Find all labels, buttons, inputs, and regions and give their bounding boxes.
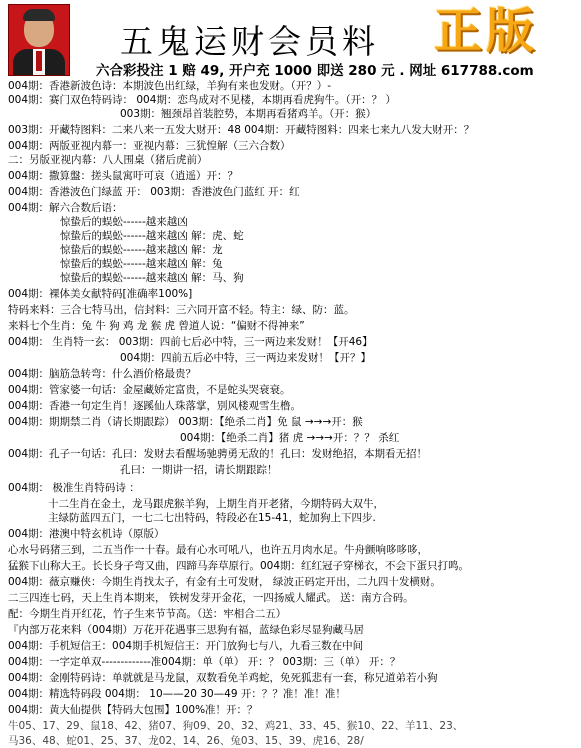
- text-line: 二三四连七码，天上生肖本期来， 铁树发芽开金花，一四扬威人耀武。 送：南方合码。: [8, 592, 414, 604]
- text-line: 004期：一字定单双-------------准004期：单（单） 开：？ 003期：三（单） 开：？: [8, 656, 401, 668]
- text-line: 003期：翘颈昂首装腔势，本期再看猪鸡羊。（开：猴）: [120, 108, 377, 120]
- text-line: 004期：金刚特码诗：单就就是马龙鼠，双数看免羊鸡蛇，免死狐悲有一套，称兄道弟若小狗: [8, 672, 438, 684]
- text-line: 惊蛰后的蜈蚣------越来越凶 解：马、狗: [60, 272, 244, 284]
- text-line: 004期：期期禁二肖（请长期跟踪） 003期：【绝杀二肖】免 鼠 →→→开：猴: [8, 416, 363, 428]
- text-line: 004期： 极准生肖特码诗 ：: [8, 482, 140, 494]
- text-line: 003期：开藏特图料：二来八来一五发大财开：48 004期：开藏特图料：四来七来九八发大财开：？: [8, 124, 475, 136]
- text-line: 马36、48、蛇01、25、37、龙02、14、26、兔03、15、39、虎16、28/: [8, 735, 364, 747]
- text-line: 心水号码猪三到，二五当作一十春。最有心水可吼八，也许五月肉水足。牛舟颤响哆哆哆，: [8, 544, 428, 556]
- text-line: 004期：香港新波色诗：本期波色出红绿，羊狗有来也发财。（开？）-: [8, 80, 332, 92]
- text-line: 004期：黄大仙提供【特码大包围】100%准！开：？: [8, 704, 258, 716]
- text-line: 配：今期生肖开红花，竹子生来节节高。（送：牢相合二五）: [8, 608, 287, 620]
- text-line: 猛猴下山称大王。长长身子弯又曲，四蹄马奔草原行。004期：红红冠子穿梯衣，不会下蛋只打鸣。: [8, 560, 470, 572]
- page-title: 五鬼运财会员料: [120, 22, 379, 61]
- text-line: 004期：裸体美女献特码[准确率100%]: [8, 288, 193, 300]
- text-line: 004期：赛门双色特码诗： 004期：恋鸟成对不见楼，本期再看虎狗牛。（开：？ ）: [8, 94, 397, 106]
- text-line: 『内部万花来料（004期）万花开花遇事三思狗有福，蓝绿色彩尽显狗藏马居: [8, 624, 365, 636]
- text-line: 004期：【绝杀二肖】猪 虎 →→→开：？？ 杀红: [180, 432, 400, 444]
- text-line: 004期：两版亚视内幕一：亚视内幕：三犹惶解（三六合数）: [8, 140, 291, 152]
- text-line: 004期：港澳中特玄机诗（原版）: [8, 528, 165, 540]
- text-line: 004期： 生肖特一玄： 003期：四前七后必中特，三一两边来发财！【开46】: [8, 336, 373, 348]
- text-line: 004期：孔子一句话：孔曰：发财去看醒场驰骋勇无敌的！孔曰：发财绝招，本期看无招！: [8, 448, 428, 460]
- text-line: 牛05、17、29、鼠18、42、猪07、狗09、20、32、鸡21、33、45、猴10、22、羊11、23、: [8, 720, 464, 732]
- text-line: 二：另版亚视内幕：八人围桌（猪后虎前）: [8, 154, 208, 166]
- text-line: 004期：管家婆一句话：金屋藏娇定富贵，不是蛇头哭衰衰。: [8, 384, 291, 396]
- text-line: 主绿防蓝四五门，一七二七出特码，特段必在15-41，蛇加狗上下四步.: [48, 512, 376, 524]
- text-line: 004期：撒算盤：搓头鼠寓吁可哀（逍遥）开：？: [8, 170, 239, 182]
- text-line: 特码来料：三合七特马出，信封料：三六同开富不轻。特主：绿、防：蓝。: [8, 304, 355, 316]
- text-line: 004期：解六合数后语：: [8, 202, 123, 214]
- text-line: 004期：脑筋急转弯：什么酒价格最贵？: [8, 368, 197, 380]
- text-line: 孔曰：一期讲一招，请长期跟踪！: [120, 464, 278, 476]
- text-line: 惊蛰后的蜈蚣------越来越凶 解：龙: [60, 244, 223, 256]
- text-line: 惊蛰后的蜈蚣------越来越凶 解：虎、蛇: [60, 230, 244, 242]
- text-line: 004期：手机短信王：004期手机短信王：开门放狗七与八，九看三数在中间: [8, 640, 364, 652]
- text-line: 004期：薇京赚侠：今期生肖找太子，有金有土可发财， 绿波正码定开出，二九四十发横财。: [8, 576, 441, 588]
- text-line: 来料七个生肖：兔 牛 狗 鸡 龙 猴 虎 曾道人说：“偏财不得神来”: [8, 320, 305, 332]
- text-line: 004期：四前五后必中特，三一两边来发财！【开？】: [120, 352, 372, 364]
- text-line: 十二生肖在金土，龙马跟虎猴羊狗，上期生肖开老猪，今期特码大双牛，: [48, 498, 384, 510]
- tagline: 六合彩投注 1 赔 49, 开户充 1000 即送 280 元 . 网址 617788.com: [96, 63, 534, 79]
- authentic-badge: 正版: [433, 3, 538, 59]
- text-line: 惊蛰后的蜈蚣------越来越凶: [60, 216, 188, 228]
- text-line: 惊蛰后的蜈蚣------越来越凶 解：兔: [60, 258, 223, 270]
- text-line: 004期：香港波色门绿蓝 开： 003期：香港波色门蓝红 开：红: [8, 186, 300, 198]
- text-line: 004期：香港一句定生肖！逐蹊仙人珠落掌，别风楼观雪生橹。: [8, 400, 302, 412]
- text-line: 004期：精选特码段 004期： 10——20 30—49 开：？？准！准！准！: [8, 688, 346, 700]
